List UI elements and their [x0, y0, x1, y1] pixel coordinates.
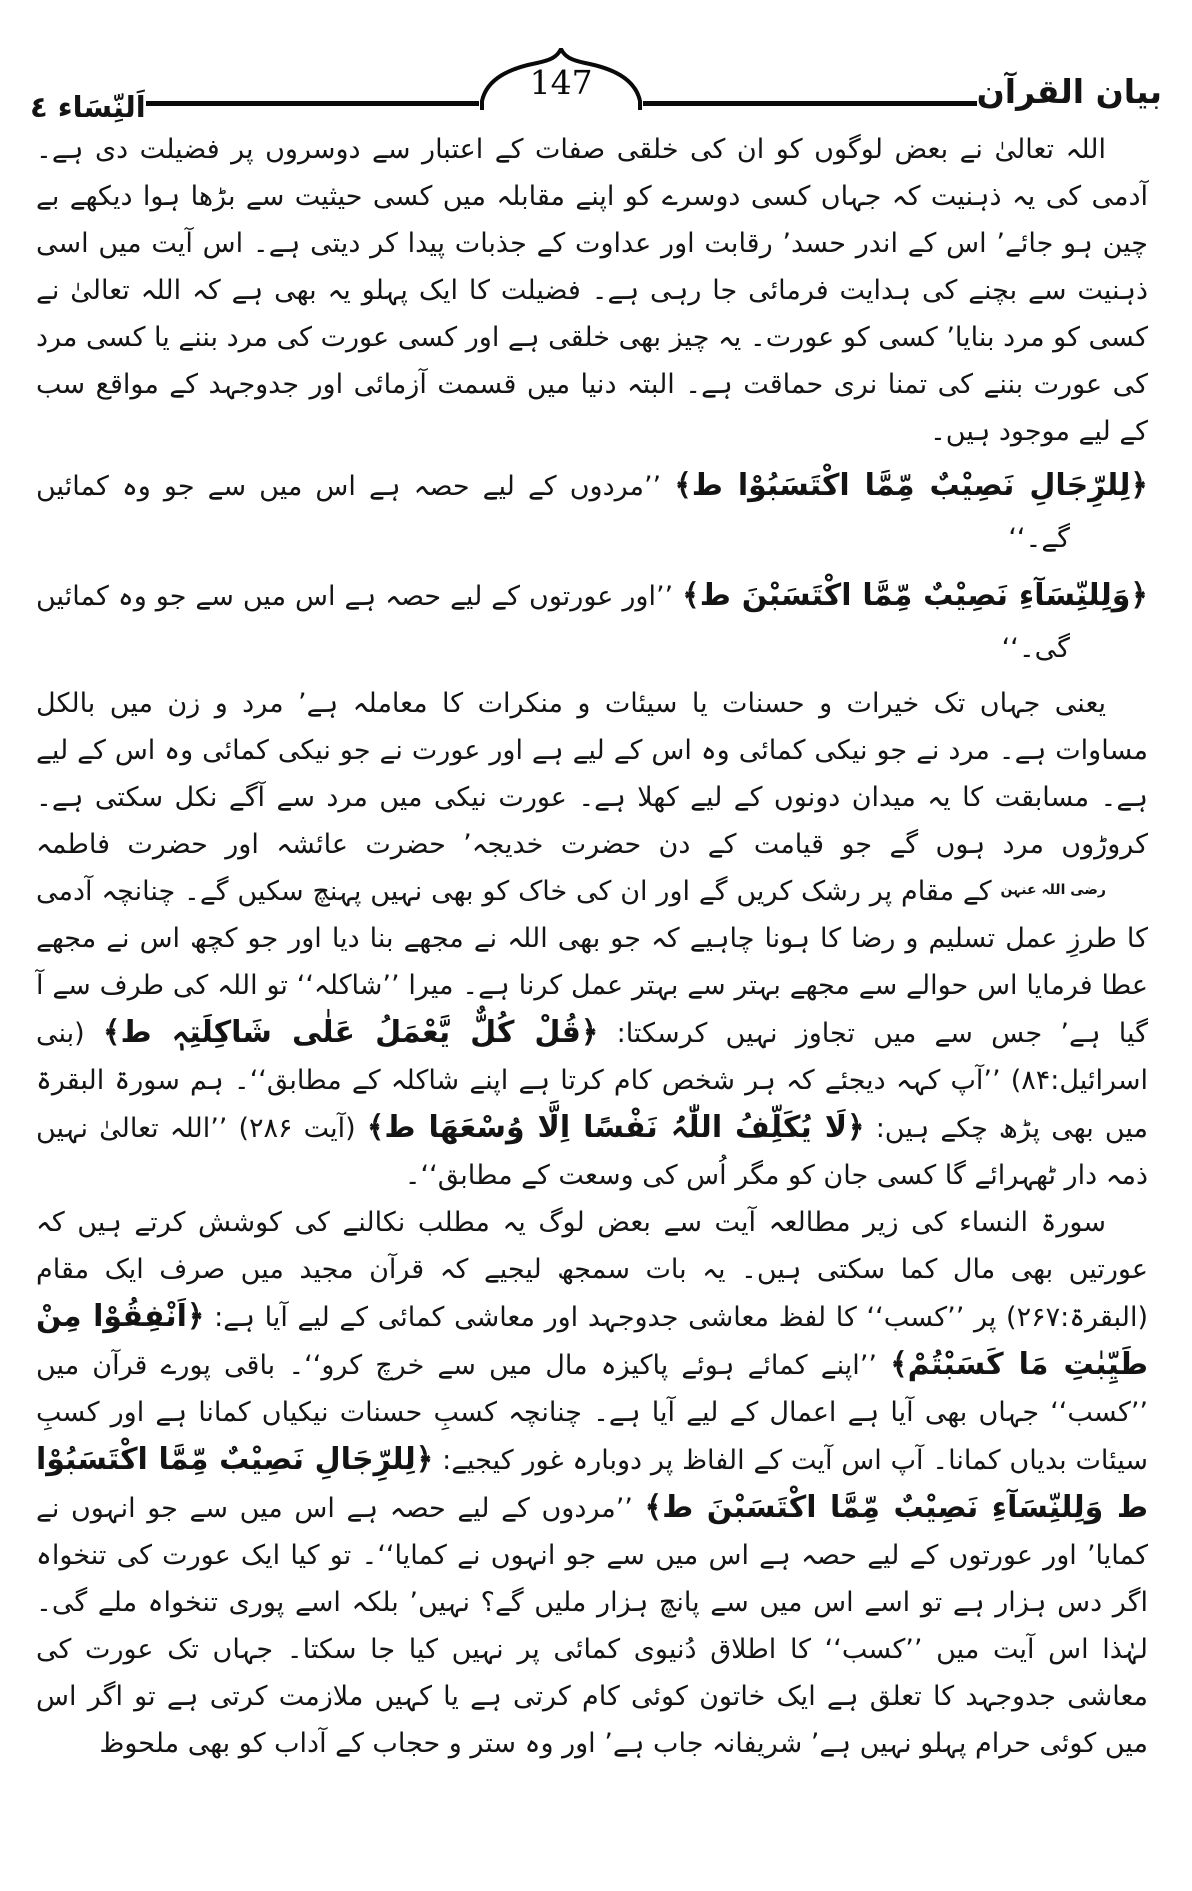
book-title: بیان القرآن	[976, 72, 1162, 111]
paragraph-text: اللہ تعالیٰ نے بعض لوگوں کو ان کی خلقی صفات کے اعتبار سے دوسروں پر فضیلت دی ہے۔ آدمی کی یہ ذہنیت کہ جہاں کسی دوسرے کو اپنے مقابلہ میں کسی حیثیت سے بڑھا ہوا دیکھے بے چین ہو جائے’ اس کے اندر حسد’ رقابت اور عداوت کے جذبات پیدا کر دیتی ہے۔ اس آیت میں اسی ذہنیت سے بچنے کی ہدایت فرمائی جا رہی ہے۔ فضیلت کا ایک پہلو یہ بھی ہے کہ اللہ تعالیٰ نے کسی کو مرد بنایا’ کسی کو عورت۔ یہ چیز بھی خلقی ہے اور کسی عورت کی مرد بننے یا کسی مرد کی عورت بننے کی تمنا نری حماقت ہے۔ البتہ دنیا میں قسمت آزمائی اور جدوجہد کے مواقع سب کے لیے موجود ہیں۔	[36, 134, 1148, 447]
verse-translation: ’’مردوں کے لیے حصہ ہے اس میں سے جو وہ کمائیں گے۔‘‘	[36, 471, 1070, 554]
honorific-mark: رضی اللہ عنہن	[1000, 882, 1106, 898]
paragraph-text: ’’اپنے کمائے ہوئے پاکیزہ مال میں سے خرچ کرو‘‘۔ باقی پورے قرآن میں ’’کسب‘‘ جہاں بھی آیا ہے اعمال کے لیے آیا ہے۔ چنانچہ کسبِ حسنات نیکیاں کمانا ہے اور کسبِ سیئات بدیاں کمانا۔ آپ اس آیت کے الفاظ پر دوبارہ غور کیجیے:	[36, 1350, 1149, 1476]
page-number-dome	[479, 48, 643, 110]
page-number: 147	[529, 63, 593, 102]
header-rule-right	[643, 101, 976, 106]
page-header	[0, 0, 1192, 124]
surah-label: اَلنِّسَاء ٤	[29, 90, 146, 124]
commentary-paragraph	[36, 126, 1148, 455]
paragraph-text: (بنی اسرائیل:۸۴) ’’آپ کہہ دیجئے کہ ہر شخص کام کرتا ہے اپنے شاکلہ کے مطابق‘‘۔ ہم سورۃ البقرۃ میں بھی پڑھ چکے ہیں:	[36, 1018, 1149, 1144]
paragraph-text: (آیت ۲۸۶) ’’اللہ تعالیٰ نہیں ذمہ دار ٹھہرائے گا کسی جان کو مگر اُس کی وسعت کے مطابق‘‘۔	[36, 1113, 1148, 1191]
quran-verse: ﴿اَنْفِقُوْا مِنْ طَیِّبٰتِ مَا کَسَبْتُمْ﴾	[36, 1299, 1148, 1382]
paragraph-text: یعنی جہاں تک خیرات و حسنات یا سیئات و منکرات کا معاملہ ہے’ مرد و زن میں بالکل مساوات ہے۔ مرد نے جو نیکی کمائی وہ اس کے لیے ہے اور عورت نے جو نیکی کمائی وہ اس کے لیے ہے۔ مسابقت کا یہ میدان دونوں کے لیے کھلا ہے۔ عورت نیکی میں مرد سے آگے نکل سکتی ہے۔ کروڑوں مرد ہوں گے جو قیامت کے دن حضرت خدیجہ’ حضرت عائشہ اور حضرت فاطمہ	[36, 688, 1148, 860]
quran-verse: ﴿وَلِلنِّسَآءِ نَصِیْبٌ مِّمَّا اکْتَسَبْنَ ط﴾	[682, 578, 1148, 613]
commentary-text	[0, 110, 1192, 1767]
verse-translation: ’’اور عورتوں کے لیے حصہ ہے اس میں سے جو وہ کمائیں گی۔‘‘	[36, 581, 1070, 664]
quran-verse: ﴿لِلرِّجَالِ نَصِیْبٌ مِّمَّا اکْتَسَبُوْا ط﴾	[674, 468, 1148, 503]
paragraph-text: کے مقام پر رشک کریں گے اور ان کی خاک کو بھی نہیں پہنچ سکیں گے۔ چنانچہ آدمی کا طرزِ عمل تسلیم و رضا کا ہونا چاہیے کہ جو بھی اللہ نے مجھے بنا دیا اور جو کچھ اس نے مجھے عطا فرمایا اس حوالے سے مجھے بہتر سے بہتر عمل کرنا ہے۔ میرا ’’شاکلہ‘‘ تو اللہ کی طرف سے آ گیا ہے’ جس سے میں تجاوز نہیں کرسکتا:	[36, 876, 1148, 1049]
quran-verse: ﴿قُلْ کُلٌّ یَّعْمَلُ عَلٰی شَاکِلَتِہٖ ط﴾	[102, 1015, 599, 1050]
commentary-paragraph	[36, 1199, 1148, 1767]
quran-quote-line	[36, 570, 1148, 675]
paragraph-text: ’’مردوں کے لیے حصہ ہے اس میں سے جو انہوں نے کمایا’ اور عورتوں کے لیے حصہ ہے اس میں سے جو انہوں نے کمایا‘‘۔ تو کیا ایک عورت کی تنخواہ اگر دس ہزار ہے تو اسے اس میں سے پانچ ہزار ملیں گے؟ نہیں’ بلکہ اسے پوری تنخواہ ملے گی۔ لہٰذا اس آیت میں ’’کسب‘‘ کا اطلاق دُنیوی کمائی پر نہیں کیا جا سکتا۔ جہاں تک عورت کی معاشی جدوجہد کا تعلق ہے ایک خاتون کوئی کام کرتی ہے یا کہیں ملازمت کرتی ہے تو اگر اس میں کوئی حرام پہلو نہیں ہے’ شریفانہ جاب ہے’ اور وہ ستر و حجاب کے آداب کو بھی ملحوظ	[36, 1493, 1148, 1759]
quran-quote-line	[36, 460, 1148, 565]
paragraph-text: سورۃ النساء کی زیر مطالعہ آیت سے بعض لوگ یہ مطلب نکالنے کی کوشش کرتے ہیں کہ عورتیں بھی مال کما سکتی ہیں۔ یہ بات سمجھ لیجیے کہ قرآن مجید میں صرف ایک مقام (البقرۃ:۲۶۷) پر ’’کسب‘‘ کا لفظ معاشی جدوجہد اور معاشی کمائی کے لیے آیا ہے:	[36, 1207, 1148, 1333]
header-rule-left	[146, 101, 479, 106]
commentary-paragraph	[36, 680, 1148, 1199]
quran-verse: ﴿لِلرِّجَالِ نَصِیْبٌ مِّمَّا اکْتَسَبُوْا ط وَلِلنِّسَآءِ نَصِیْبٌ مِّمَّا اکْتَسَبْنَ ط﴾	[36, 1442, 1148, 1525]
quran-verse: ﴿لَا یُکَلِّفُ اللّٰہُ نَفْسًا اِلَّا وُسْعَھَا ط﴾	[366, 1110, 865, 1145]
